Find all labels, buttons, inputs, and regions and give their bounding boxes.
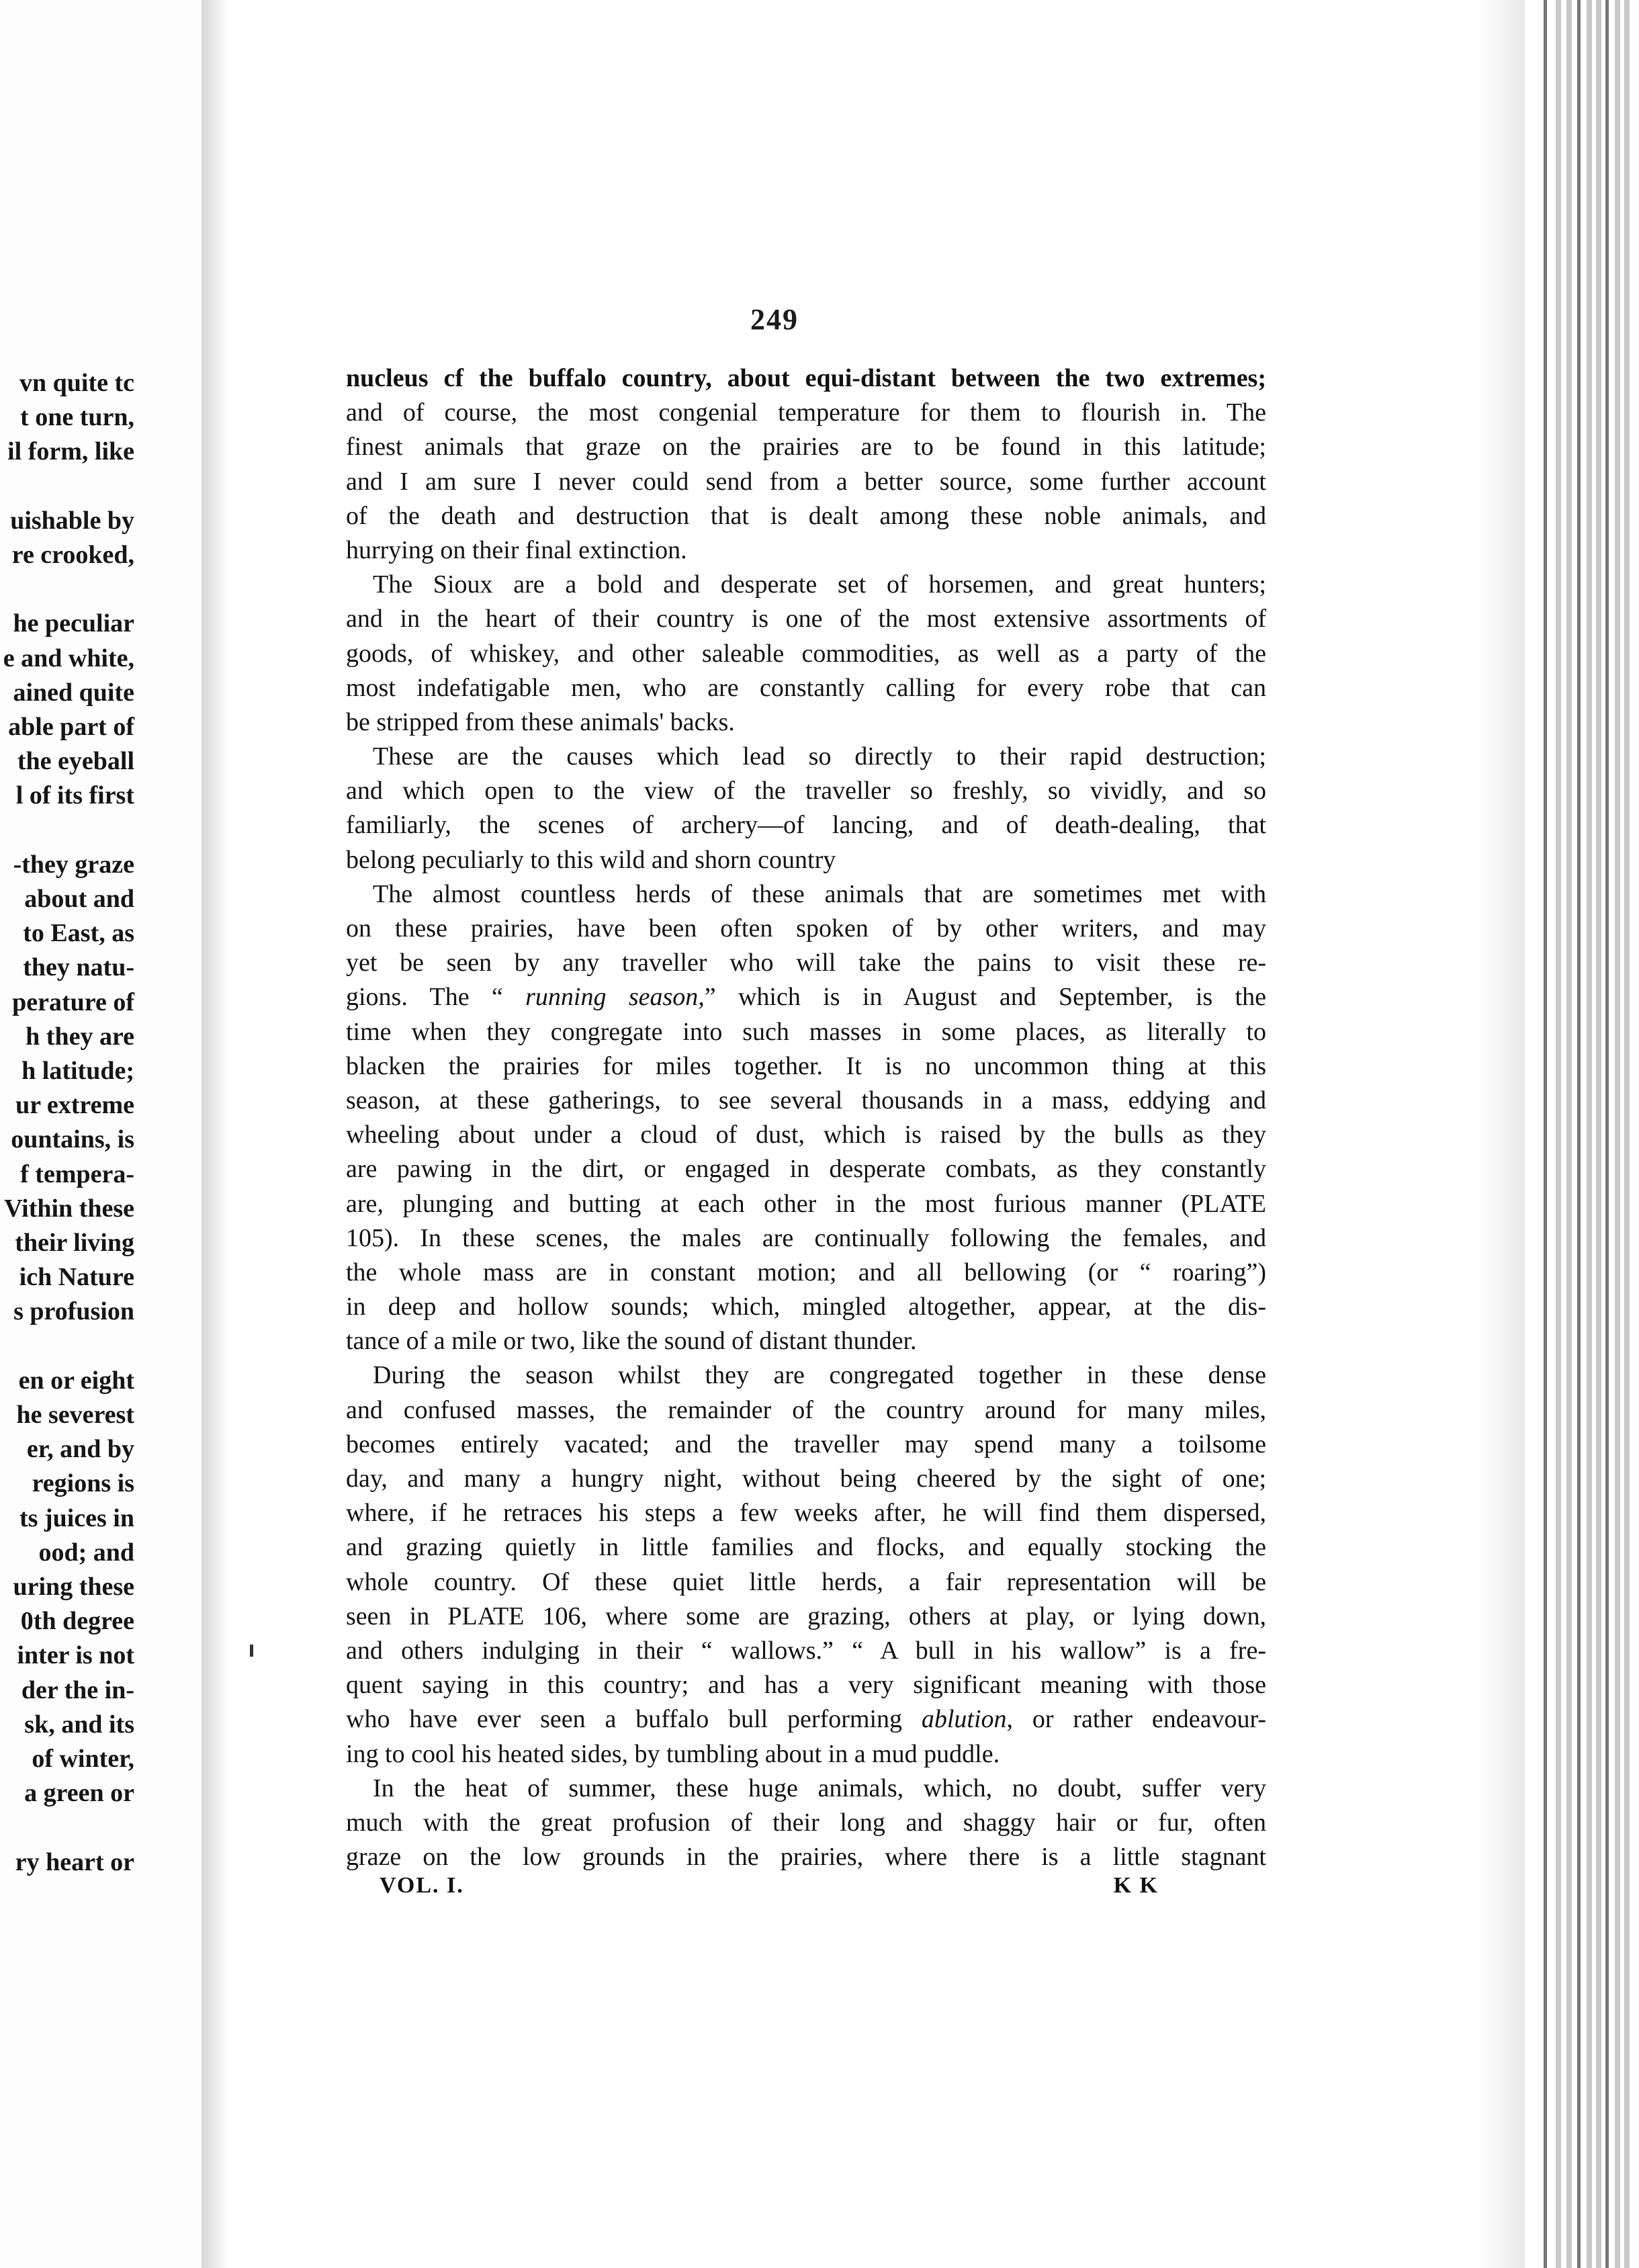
body-line: graze on the low grounds in the prairies, where there is a little stagnant <box>346 1843 1266 1872</box>
facing-page-line: able part of <box>8 713 134 741</box>
body-line: 105). In these scenes, the males are continually following the females, and <box>346 1223 1266 1252</box>
body-line: becomes entirely vacated; and the traveller may spend many a toilsome <box>346 1430 1266 1458</box>
volume-label: VOL. I. <box>380 1873 464 1898</box>
facing-page-line: the eyeball <box>17 747 134 776</box>
body-line: and which open to the view of the traveller so freshly, so vividly, and so <box>346 777 1266 805</box>
body-line: season, at these gatherings, to see several thousands in a mass, eddying and <box>346 1086 1266 1115</box>
facing-page-line: il form, like <box>7 437 134 466</box>
facing-page-line: he peculiar <box>13 609 134 638</box>
page-edge-strip <box>1587 0 1592 2268</box>
facing-page-line: uishable by <box>10 506 134 535</box>
page-edge-strip <box>1577 0 1581 2268</box>
body-line: quent saying in this country; and has a very significant meaning with those <box>346 1671 1266 1700</box>
body-line: in deep and hollow sounds; which, mingled altogether, appear, at the dis- <box>346 1293 1266 1321</box>
facing-page-line: he severest <box>16 1401 134 1429</box>
facing-page-line: f tempera- <box>20 1160 134 1188</box>
page-edge-strip <box>1615 0 1620 2268</box>
facing-page-line: -they graze <box>13 850 134 879</box>
facing-page-line: e and white, <box>3 644 134 672</box>
body-line: and in the heart of their country is one of the most extensive assortments of <box>346 605 1266 634</box>
facing-page-line: h latitude; <box>21 1057 134 1085</box>
body-line: blacken the prairies for miles together. It is no uncommon thing at this <box>346 1051 1266 1080</box>
facing-page-line: uring these <box>13 1573 134 1601</box>
facing-page-line: h they are <box>26 1022 134 1051</box>
facing-page-line: vn quite tc <box>19 369 134 397</box>
facing-page-line: Vithin these <box>4 1194 134 1223</box>
facing-page-line: 0th degree <box>20 1607 134 1636</box>
page-edge-strip <box>1566 0 1572 2268</box>
body-line: on these prairies, have been often spoken of by other writers, and may <box>346 914 1266 943</box>
facing-page-line: sk, and its <box>24 1710 134 1739</box>
body-line: and confused masses, the remainder of the country around for many miles, <box>346 1395 1266 1424</box>
facing-page-line: to East, as <box>23 919 134 948</box>
body-line: are pawing in the dirt, or engaged in desperate combats, as they constantly <box>346 1155 1266 1184</box>
page-edge-strip <box>1596 0 1601 2268</box>
page-edge-strip <box>1624 0 1630 2268</box>
body-line: The Sioux are a bold and desperate set of horsemen, and great hunters; <box>373 570 1266 599</box>
body-line: yet be seen by any traveller who will take the pains to visit these re- <box>346 949 1266 977</box>
body-line: familiarly, the scenes of archery—of lancing, and of death-dealing, that <box>346 811 1266 840</box>
body-line: and others indulging in their “ wallows.” “ A bull in his wallow” is a fre- <box>346 1636 1266 1665</box>
page-edge-strip <box>1556 0 1561 2268</box>
page-edge-strip <box>1605 0 1609 2268</box>
facing-page-line: inter is not <box>17 1641 134 1670</box>
body-line: finest animals that graze on the prairies are to be found in this latitude; <box>346 433 1266 462</box>
facing-page-line: ountains, is <box>11 1125 134 1154</box>
body-line: where, if he retraces his steps a few weeks after, he will find them dispersed, <box>346 1499 1266 1528</box>
body-line: hurrying on their final extinction. <box>346 535 687 564</box>
facing-page-line: about and <box>24 885 134 913</box>
body-line: seen in PLATE 106, where some are grazing, others at play, or lying down, <box>346 1602 1266 1630</box>
body-line: most indefatigable men, who are constantly calling for every robe that can <box>346 673 1266 702</box>
body-line: nucleus cf the buffalo country, about equi-distant between the two extremes; <box>346 364 1266 392</box>
facing-page-line: perature of <box>12 988 134 1016</box>
body-line: tance of a mile or two, like the sound of distant thunder. <box>346 1327 917 1356</box>
body-line: of the death and destruction that is dealt among these noble animals, and <box>346 501 1266 530</box>
body-line: time when they congregate into such masses in some places, as literally to <box>346 1017 1266 1046</box>
body-line: whole country. Of these quiet little herds, a fair representation will be <box>346 1567 1266 1596</box>
binding-shadow <box>202 0 228 2268</box>
page-edge-strip <box>1544 0 1547 2268</box>
body-line: ing to cool his heated sides, by tumbling about in a mud puddle. <box>346 1739 1000 1768</box>
facing-page-line: er, and by <box>26 1435 134 1464</box>
body-line: the whole mass are in constant motion; and all bellowing (or “ roaring”) <box>346 1258 1266 1286</box>
body-line: are, plunging and butting at each other in the most furious manner (PLATE <box>346 1189 1266 1218</box>
body-line: belong peculiarly to this wild and shorn country <box>346 845 836 874</box>
facing-page-line: t one turn, <box>20 403 134 432</box>
facing-page-line: l of its first <box>15 781 134 810</box>
facing-page-line: s profusion <box>13 1297 134 1326</box>
facing-page-line: ts juices in <box>19 1503 134 1532</box>
margin-mark <box>250 1645 253 1657</box>
body-line: During the season whilst they are congregated together in these dense <box>373 1361 1266 1390</box>
facing-page-line: of winter, <box>32 1745 134 1773</box>
page-number: 249 <box>750 303 799 336</box>
body-line: These are the causes which lead so directly to their rapid destruction; <box>373 742 1266 771</box>
facing-page-line: a green or <box>24 1779 134 1808</box>
facing-page-line: ained quite <box>13 678 134 707</box>
body-line: The almost countless herds of these animals that are sometimes met with <box>373 879 1266 908</box>
facing-page-line: they natu- <box>23 953 134 982</box>
page-edges <box>1517 0 1639 2268</box>
body-line: gions. The “ running season,” which is in August and September, is the <box>346 983 1266 1012</box>
facing-page-line: ood; and <box>38 1538 134 1567</box>
facing-page-line: en or eight <box>18 1366 134 1395</box>
body-line: who have ever seen a buffalo bull performing ablution, or rather endeavour- <box>346 1705 1266 1734</box>
facing-page-line: ry heart or <box>15 1847 134 1876</box>
facing-page-line: ich Nature <box>19 1263 134 1292</box>
facing-page-line: ur extreme <box>15 1091 134 1120</box>
body-line: much with the great profusion of their long and shaggy hair or fur, often <box>346 1808 1266 1837</box>
body-line: day, and many a hungry night, without being cheered by the sight of one; <box>346 1465 1266 1493</box>
body-line: In the heat of summer, these huge animals, which, no doubt, suffer very <box>373 1774 1266 1802</box>
body-line: and grazing quietly in little families and flocks, and equally stocking the <box>346 1533 1266 1562</box>
facing-page-line: regions is <box>32 1469 134 1498</box>
facing-page <box>0 0 203 2268</box>
facing-page-line: re crooked, <box>11 541 134 569</box>
signature-mark: K K <box>1113 1873 1159 1898</box>
body-line: be stripped from these animals' backs. <box>346 707 735 736</box>
body-line: wheeling about under a cloud of dust, which is raised by the bulls as they <box>346 1121 1266 1149</box>
body-line: goods, of whiskey, and other saleable commodities, as well as a party of the <box>346 639 1266 668</box>
facing-page-line: der the in- <box>21 1675 134 1704</box>
body-line: and I am sure I never could send from a better source, some further account <box>346 467 1266 496</box>
facing-page-line: their living <box>15 1229 134 1257</box>
body-line: and of course, the most congenial temperature for them to flourish in. The <box>346 398 1266 427</box>
page-body <box>346 361 1266 1874</box>
